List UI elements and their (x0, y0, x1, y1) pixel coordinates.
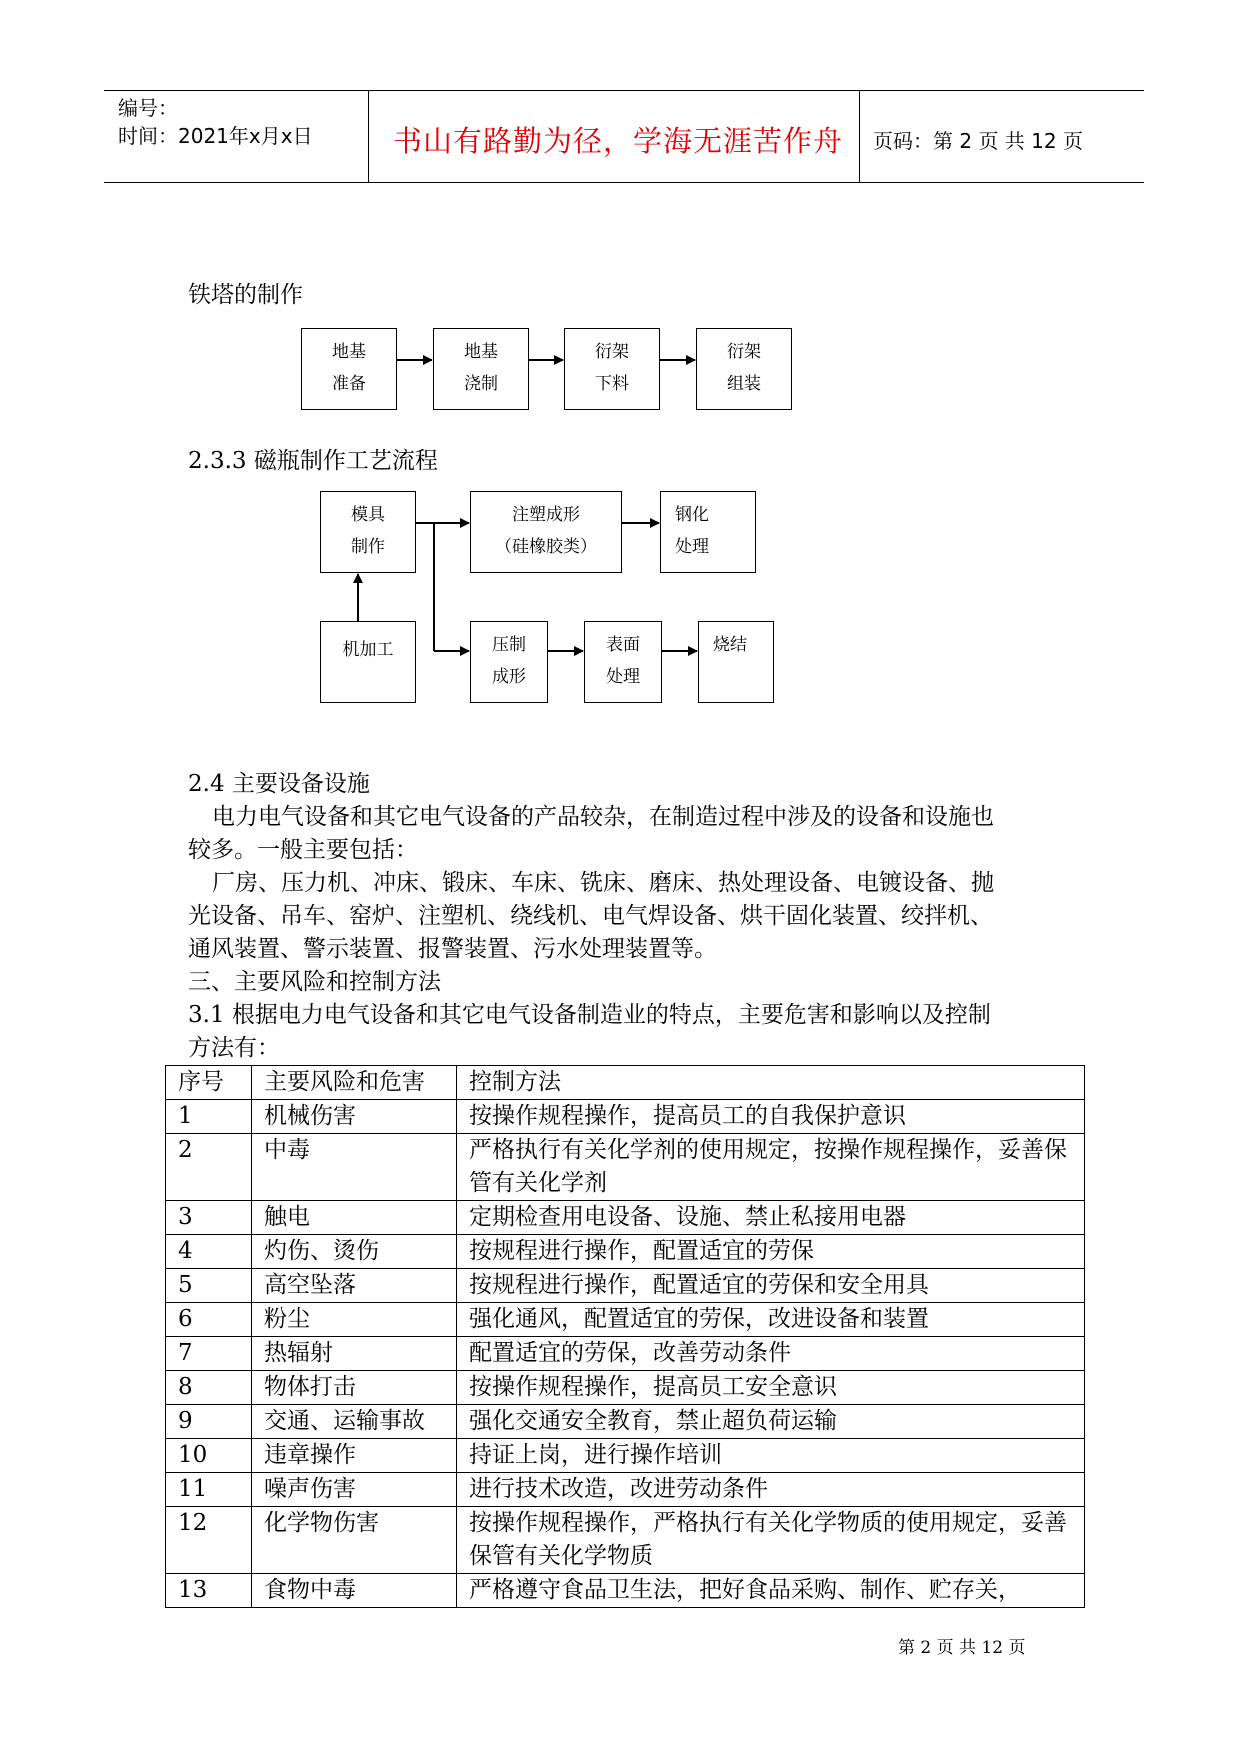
header-control: 控制方法 (457, 1066, 1085, 1100)
table-row (166, 1269, 1085, 1303)
row-no: 10 (166, 1439, 252, 1473)
tower-step-4-line1: 衍架 (727, 342, 761, 362)
row-risk: 交通、运输事故 (252, 1405, 457, 1439)
row-no: 6 (166, 1303, 252, 1337)
table-row (166, 1473, 1085, 1507)
flowchart-arrows (0, 0, 1241, 760)
tower-step-2-line2: 浇制 (464, 374, 498, 394)
equipment-para2-line2: 光设备、吊车、窑炉、注塑机、绕线机、电气焊设备、烘干固化装置、绞拌机、 (188, 903, 993, 929)
row-control: 按规程进行操作，配置适宜的劳保和安全用具 (457, 1269, 1085, 1303)
table-row (166, 1201, 1085, 1235)
risk-table-header-row (166, 1066, 1085, 1100)
pressing-line2: 成形 (492, 667, 526, 687)
tempering-line1: 钢化 (675, 505, 709, 525)
row-control: 按操作规程操作，严格执行有关化学物质的使用规定，妥善保管有关化学物质 (457, 1507, 1085, 1574)
row-no: 4 (166, 1235, 252, 1269)
risk-section-title: 三、主要风险和控制方法 (188, 969, 441, 995)
header-number-label: 编号： (118, 96, 178, 120)
row-risk: 化学物伤害 (252, 1507, 457, 1574)
row-risk: 机械伤害 (252, 1100, 457, 1134)
row-control: 持证上岗，进行操作培训 (457, 1439, 1085, 1473)
row-risk: 粉尘 (252, 1303, 457, 1337)
header-time-label: 时间：2021年x月x日 (118, 124, 313, 148)
row-control: 按操作规程操作，提高员工的自我保护意识 (457, 1100, 1085, 1134)
risk-intro-line1: 3.1 根据电力电气设备和其它电气设备制造业的特点，主要危害和影响以及控制 (188, 1002, 991, 1028)
row-no: 2 (166, 1134, 252, 1201)
tower-step-1-line2: 准备 (332, 374, 366, 394)
row-control: 强化交通安全教育，禁止超负荷运输 (457, 1405, 1085, 1439)
mold-making-line2: 制作 (351, 537, 385, 557)
row-control: 配置适宜的劳保，改善劳动条件 (457, 1337, 1085, 1371)
tempering-line2: 处理 (675, 537, 709, 557)
injection-molding-line1: 注塑成形 (512, 505, 580, 525)
sintering-line1: 烧结 (713, 635, 747, 655)
tower-step-2-line1: 地基 (464, 342, 498, 362)
row-control: 按操作规程操作，提高员工安全意识 (457, 1371, 1085, 1405)
row-no: 3 (166, 1201, 252, 1235)
row-risk: 食物中毒 (252, 1574, 457, 1608)
row-risk: 物体打击 (252, 1371, 457, 1405)
header-risk: 主要风险和危害 (252, 1066, 457, 1100)
tower-step-3-line2: 下料 (595, 374, 629, 394)
row-control: 进行技术改造，改进劳动条件 (457, 1473, 1085, 1507)
machining-line1: 机加工 (342, 640, 394, 660)
surface-treatment-line2: 处理 (606, 667, 640, 687)
surface-treatment-line1: 表面 (606, 635, 640, 655)
row-no: 5 (166, 1269, 252, 1303)
tower-section-title: 铁塔的制作 (188, 282, 303, 308)
table-row (166, 1405, 1085, 1439)
table-row (166, 1371, 1085, 1405)
table-row (166, 1100, 1085, 1134)
table-row (166, 1439, 1085, 1473)
table-row (166, 1303, 1085, 1337)
row-no: 8 (166, 1371, 252, 1405)
table-row (166, 1337, 1085, 1371)
pressing-line1: 压制 (492, 635, 526, 655)
header-page-code: 页码：第 2 页 共 12 页 (873, 129, 1083, 153)
row-risk: 中毒 (252, 1134, 457, 1201)
table-row (166, 1134, 1085, 1201)
row-risk: 违章操作 (252, 1439, 457, 1473)
mold-making-line1: 模具 (351, 505, 385, 525)
row-no: 13 (166, 1574, 252, 1608)
row-no: 9 (166, 1405, 252, 1439)
tower-step-1-line1: 地基 (332, 342, 366, 362)
row-control: 强化通风，配置适宜的劳保，改进设备和装置 (457, 1303, 1085, 1337)
row-risk: 高空坠落 (252, 1269, 457, 1303)
table-row (166, 1574, 1085, 1608)
equipment-para1-line1: 电力电气设备和其它电气设备的产品较杂，在制造过程中涉及的设备和设施也 (212, 804, 994, 830)
equipment-section-title: 2.4 主要设备设施 (188, 771, 370, 797)
table-row (166, 1507, 1085, 1574)
footer-page-number: 第 2 页 共 12 页 (898, 1638, 1026, 1658)
row-control: 严格遵守食品卫生法，把好食品采购、制作、贮存关， (457, 1574, 1085, 1608)
tower-step-4-line2: 组装 (727, 374, 761, 394)
row-control: 定期检查用电设备、设施、禁止私接用电器 (457, 1201, 1085, 1235)
row-risk: 触电 (252, 1201, 457, 1235)
row-control: 严格执行有关化学剂的使用规定，按操作规程操作，妥善保管有关化学剂 (457, 1134, 1085, 1201)
equipment-para1-line2: 较多。一般主要包括： (188, 837, 418, 863)
header-motto: 书山有路勤为径，学海无涯苦作舟 (393, 124, 844, 158)
row-no: 11 (166, 1473, 252, 1507)
equipment-para2-line1: 厂房、压力机、冲床、锻床、车床、铣床、磨床、热处理设备、电镀设备、抛 (212, 870, 994, 896)
equipment-para2-line3: 通风装置、警示装置、报警装置、污水处理装置等。 (188, 936, 717, 962)
row-risk: 热辐射 (252, 1337, 457, 1371)
row-no: 1 (166, 1100, 252, 1134)
row-control: 按规程进行操作，配置适宜的劳保 (457, 1235, 1085, 1269)
row-no: 12 (166, 1507, 252, 1574)
risk-intro-line2: 方法有： (188, 1035, 280, 1061)
header-no: 序号 (166, 1066, 252, 1100)
row-risk: 灼伤、烫伤 (252, 1235, 457, 1269)
table-row (166, 1235, 1085, 1269)
porcelain-section-title: 2.3.3 磁瓶制作工艺流程 (188, 448, 438, 474)
injection-molding-line2: （硅橡胶类） (495, 537, 597, 557)
risk-table (165, 1065, 1085, 1608)
row-no: 7 (166, 1337, 252, 1371)
row-risk: 噪声伤害 (252, 1473, 457, 1507)
tower-step-3-line1: 衍架 (595, 342, 629, 362)
